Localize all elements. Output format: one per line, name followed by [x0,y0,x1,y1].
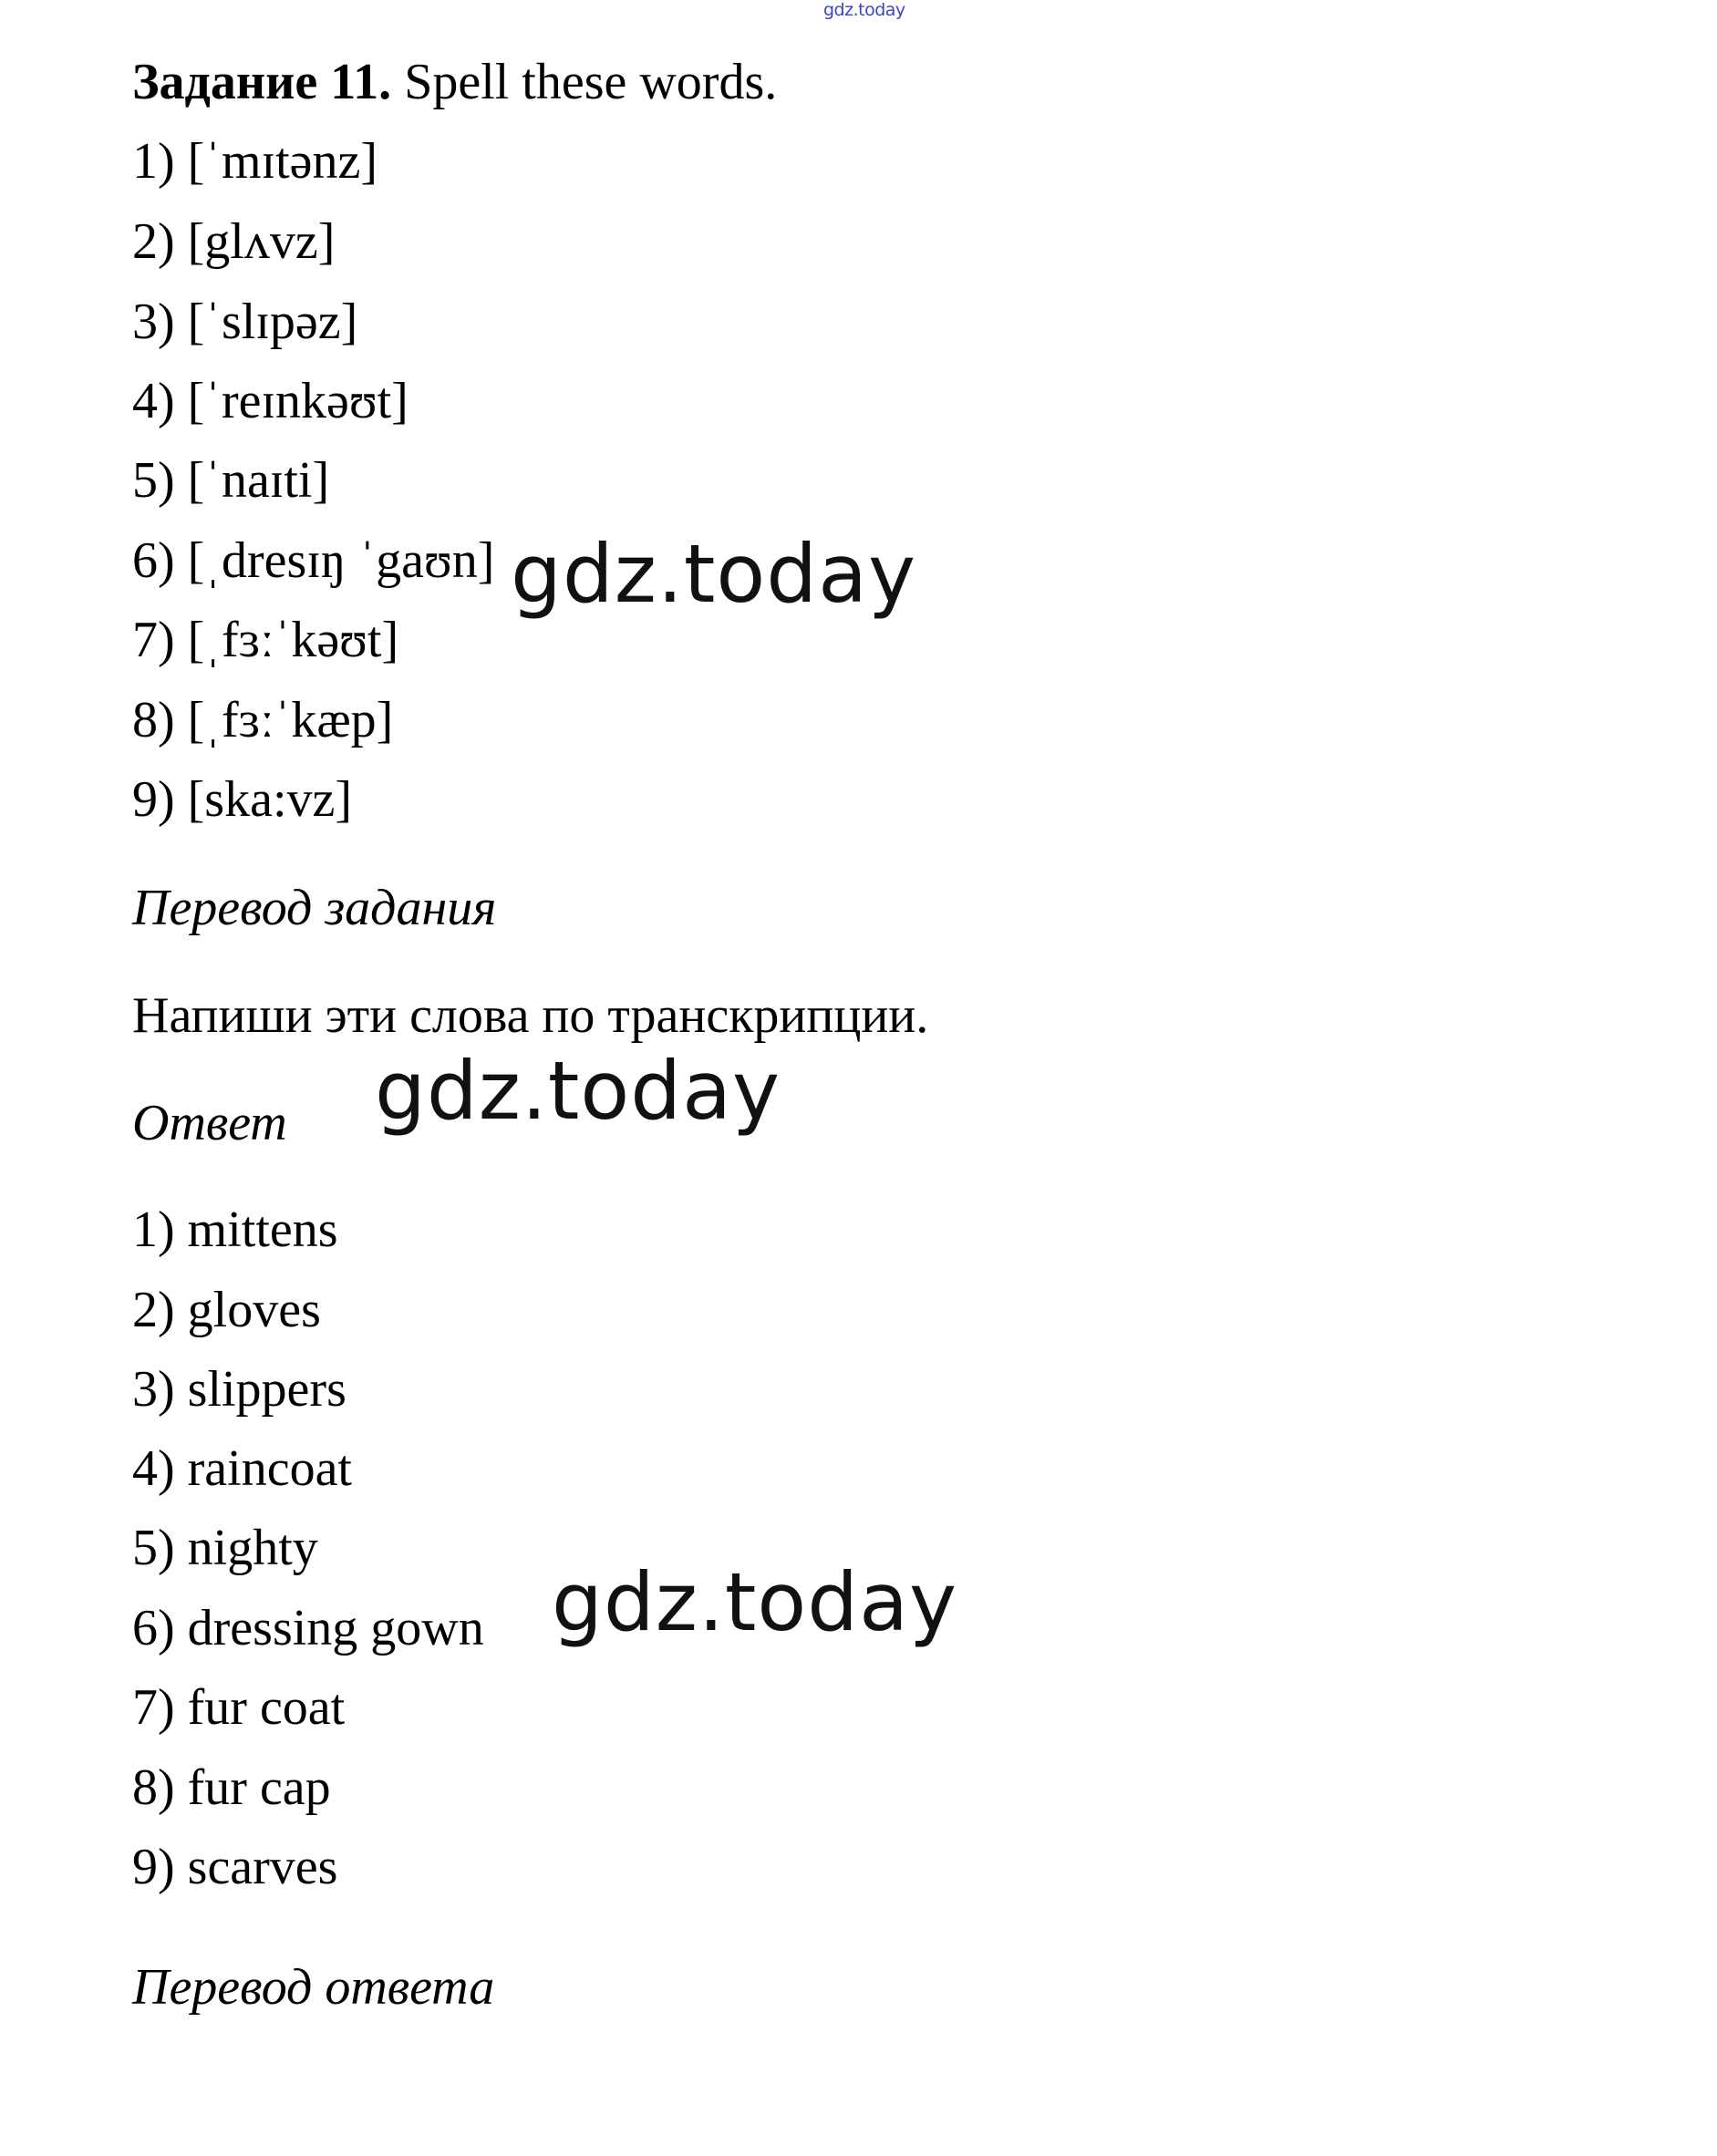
transcription-item-5: 5) [ˈnaɪti] [132,452,330,509]
transcription-item-8: 8) [ˌfɜːˈkæp] [132,692,394,748]
answer-item-7: 7) fur coat [132,1679,346,1736]
transcription-item-6: 6) [ˌdresɪŋ ˈgaʊn] [132,532,495,589]
answer-translation-heading: Перевод ответа [132,1959,495,2016]
watermark-1: gdz.today [511,527,917,621]
task-instruction: Spell these words. [404,54,778,110]
answer-item-1: 1) mittens [132,1202,338,1258]
transcription-item-1: 1) [ˈmɪtənz] [132,133,378,190]
translation-heading: Перевод задания [132,880,497,936]
transcription-item-7: 7) [ˌfɜːˈkəʊt] [132,612,399,668]
answer-item-5: 5) nighty [132,1520,318,1576]
transcription-item-9: 9) [ska:vz] [132,771,353,828]
answer-item-6: 6) dressing gown [132,1600,484,1656]
transcription-item-2: 2) [glʌvz] [132,213,336,270]
answer-heading: Ответ [132,1095,287,1151]
task-label: Задание 11. [132,54,392,110]
answer-item-3: 3) slippers [132,1361,347,1418]
task-heading [132,53,777,111]
answer-item-4: 4) raincoat [132,1440,352,1497]
answer-item-2: 2) gloves [132,1282,321,1338]
watermark-2: gdz.today [375,1044,781,1138]
transcription-item-4: 4) [ˈreɪnkəʊt] [132,373,409,429]
answer-item-8: 8) fur cap [132,1759,331,1816]
top-watermark: gdz.today [823,0,905,20]
answer-item-9: 9) scarves [132,1839,338,1895]
transcription-item-3: 3) [ˈslɪpəz] [132,294,358,350]
watermark-3: gdz.today [552,1555,958,1649]
translation-text: Напиши эти слова по транскрипции. [132,987,929,1044]
